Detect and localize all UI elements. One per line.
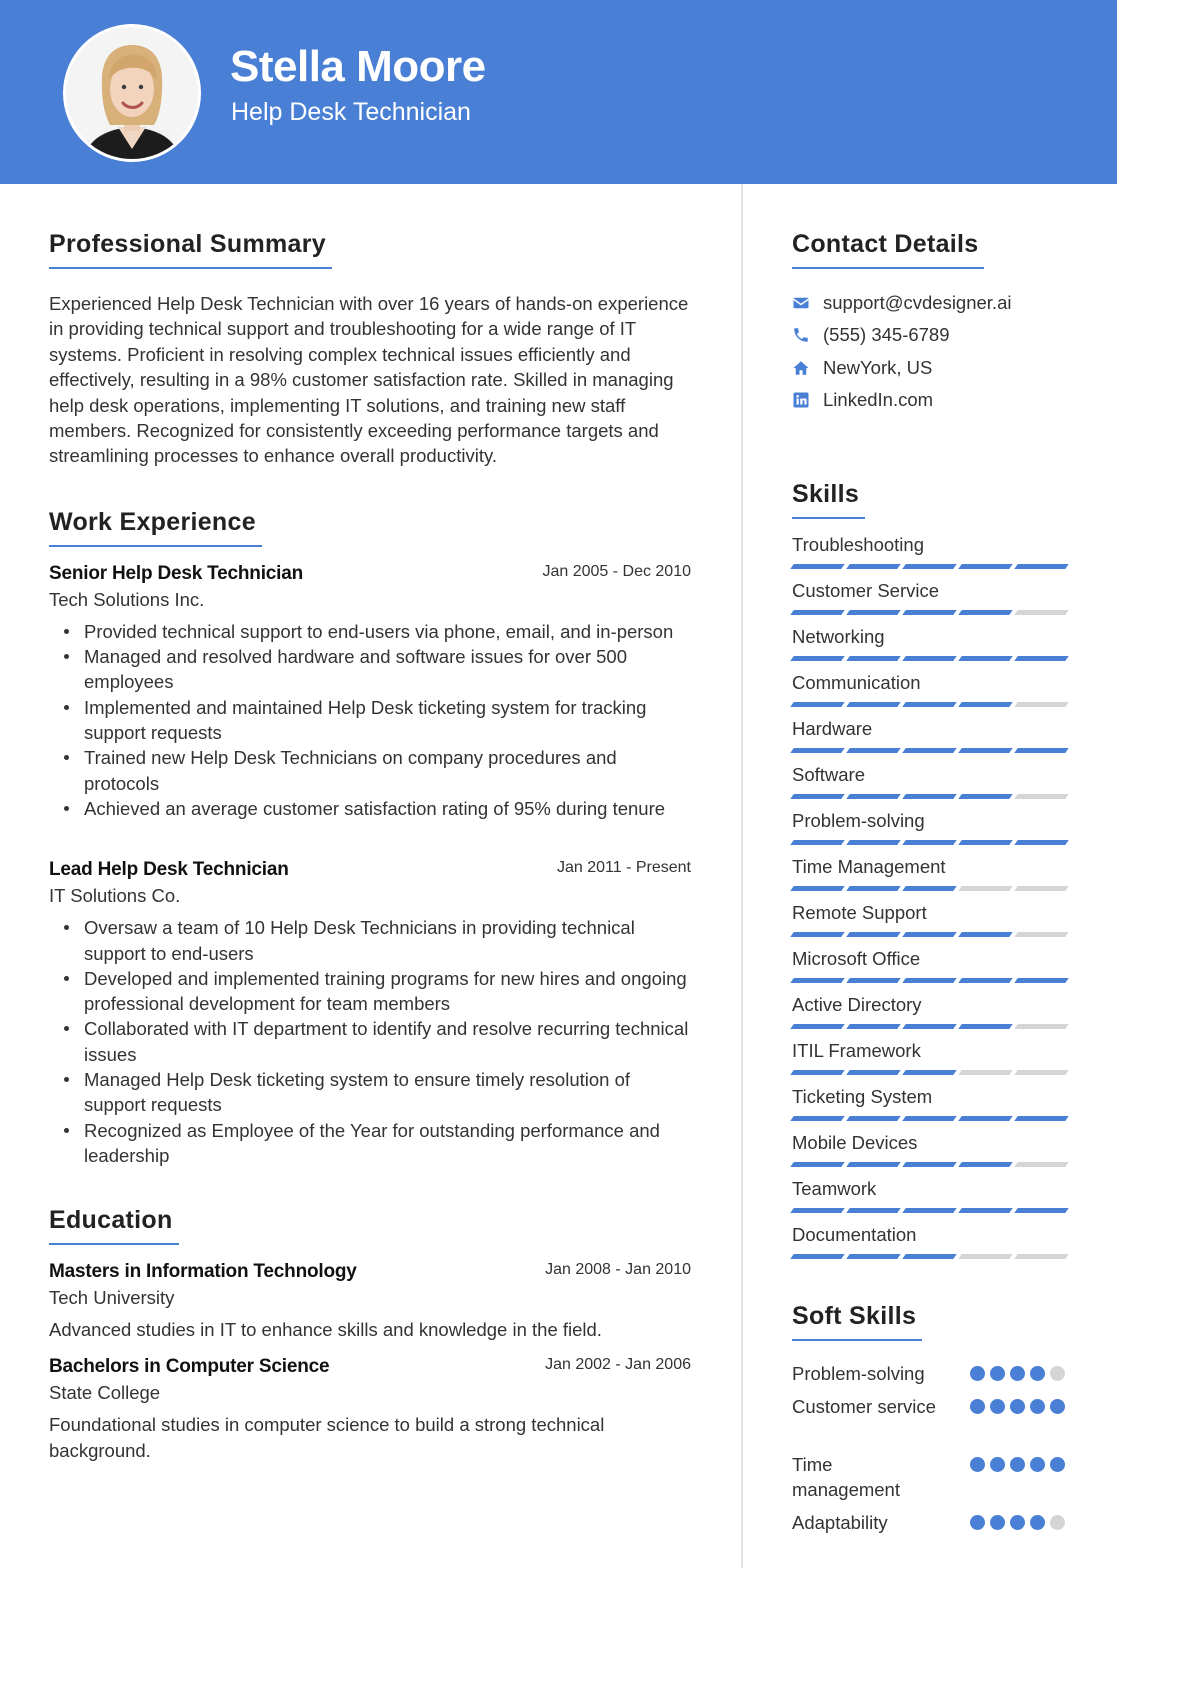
skill-level-segment-filled [790,1254,845,1259]
skill-level-segment-filled [846,610,901,615]
skill-item [792,1178,1072,1224]
skill-item [792,672,1072,718]
skill-item [792,534,1072,580]
education-entry [49,1356,694,1463]
skill-level-segment-empty [1014,794,1069,799]
skill-level-bar [792,1162,1072,1167]
contact-email[interactable] [792,287,1072,319]
job-title: Lead Help Desk Technician [49,859,289,881]
soft-skill-name: Adaptability [792,1512,888,1534]
phone-text: (555) 345-6789 [823,324,950,346]
soft-skill-rating [970,1399,1065,1414]
rating-dot-empty [1050,1515,1065,1530]
skill-level-segment-filled [790,978,845,983]
skill-level-segment-empty [1014,932,1069,937]
contact-section [792,230,1072,416]
location-text: NewYork, US [823,356,933,378]
candidate-title: Help Desk Technician [231,98,471,126]
professional-summary-section [49,230,694,469]
skill-level-segment-filled [846,564,901,569]
rating-dot-filled [1010,1457,1025,1472]
rating-dot-filled [1050,1457,1065,1472]
school-name: State College [49,1382,161,1404]
skill-level-segment-filled [958,702,1013,707]
skill-level-bar [792,1116,1072,1121]
skill-level-segment-empty [1014,610,1069,615]
skill-level-bar [792,610,1072,615]
rating-dot-filled [970,1399,985,1414]
soft-skill-name: Problem-solving [792,1363,925,1385]
rating-dot-filled [1030,1366,1045,1381]
skill-level-segment-filled [846,1116,901,1121]
soft-skills-section [792,1302,1072,1535]
skill-item [792,764,1072,810]
skill-level-segment-empty [958,886,1013,891]
soft-skill-item [792,1394,1072,1419]
skill-level-bar [792,932,1072,937]
skill-level-segment-filled [790,932,845,937]
skill-item [792,1224,1072,1270]
section-heading: Work Experience [49,508,262,547]
soft-skills-list [792,1361,1072,1535]
skill-level-segment-empty [1014,1162,1069,1167]
skill-level-segment-filled [902,978,957,983]
skill-level-segment-filled [958,978,1013,983]
skill-level-bar [792,1024,1072,1029]
skill-level-bar [792,656,1072,661]
skill-name: ITIL Framework [792,1040,921,1062]
skills-list [792,534,1072,1270]
job-bullet: Collaborated with IT department to identify and resolve recurring technical issues [49,1016,694,1067]
section-heading: Soft Skills [792,1302,922,1341]
skill-item [792,718,1072,764]
main-column [49,230,694,1463]
job-bullet: Provided technical support to end-users via phone, email, and in-person [49,619,694,644]
skill-name: Networking [792,626,885,648]
soft-skill-name: Time management [792,1454,900,1501]
skill-level-segment-filled [958,1162,1013,1167]
skill-level-segment-filled [1014,840,1069,845]
skill-name: Software [792,764,866,786]
skill-level-segment-filled [958,840,1013,845]
job-bullet: Implemented and maintained Help Desk ticketing system for tracking support requests [49,695,694,746]
skill-item [792,948,1072,994]
skill-level-segment-filled [902,564,957,569]
job-bullet: Recognized as Employee of the Year for outstanding performance and leadership [49,1118,694,1169]
skill-level-bar [792,978,1072,983]
skill-level-segment-filled [902,702,957,707]
skill-level-segment-filled [790,656,845,661]
skill-level-segment-filled [846,886,901,891]
rating-dot-filled [1030,1515,1045,1530]
job-bullet: Developed and implemented training programs for new hires and ongoing professional development for team members [49,966,694,1017]
email-text: support@cvdesigner.ai [823,292,1012,314]
skill-level-segment-filled [958,1024,1013,1029]
summary-text: Experienced Help Desk Technician with over 16 years of hands-on experience in providing technical support and troubleshooting for a wide range of IT systems. Proficient in resolving complex technical issues efficiently and effectively, resulting in a 98% customer satisfaction rate. Skilled in managing help desk operations, implementing IT solutions, and training new staff members. Recognized for consistently exceeding performance targets and streamlining processes to enhance overall productivity. [49,293,689,467]
skill-level-segment-filled [958,564,1013,569]
rating-dot-filled [990,1399,1005,1414]
skill-level-segment-filled [790,886,845,891]
skill-level-segment-filled [958,932,1013,937]
skill-level-segment-filled [958,656,1013,661]
skill-name: Mobile Devices [792,1132,918,1154]
rating-dot-filled [970,1457,985,1472]
skill-item [792,626,1072,672]
skill-level-bar [792,1254,1072,1259]
job-bullet: Trained new Help Desk Technicians on company procedures and protocols [49,745,694,796]
section-heading: Professional Summary [49,230,332,269]
skill-level-bar [792,702,1072,707]
contact-phone[interactable] [792,319,1072,351]
skill-level-bar [792,840,1072,845]
skill-level-segment-filled [846,1254,901,1259]
job-bullet: Oversaw a team of 10 Help Desk Technicians in providing technical support to end-users [49,915,694,966]
skill-level-bar [792,886,1072,891]
rating-dot-filled [970,1366,985,1381]
skill-item [792,902,1072,948]
skill-level-segment-empty [958,1070,1013,1075]
job-company: Tech Solutions Inc. [49,588,205,610]
candidate-name: Stella Moore [230,42,486,91]
skill-level-segment-filled [846,978,901,983]
skill-level-segment-filled [790,1162,845,1167]
skill-item [792,810,1072,856]
soft-skill-item [792,1361,1072,1386]
skill-level-segment-filled [790,794,845,799]
skill-level-segment-filled [958,1208,1013,1213]
skill-level-segment-filled [1014,656,1069,661]
rating-dot-filled [1030,1457,1045,1472]
skill-level-segment-filled [902,1024,957,1029]
skill-level-segment-filled [790,1116,845,1121]
job-date: Jan 2005 - Dec 2010 [542,562,691,580]
column-divider [741,184,743,1568]
job-bullets [49,915,694,1168]
skill-name: Active Directory [792,994,922,1016]
skill-name: Problem-solving [792,810,925,832]
skill-item [792,994,1072,1040]
rating-dot-empty [1050,1366,1065,1381]
skill-level-segment-filled [790,610,845,615]
rating-dot-filled [1050,1399,1065,1414]
skill-name: Ticketing System [792,1086,933,1108]
skill-level-bar [792,564,1072,569]
skill-name: Communication [792,672,921,694]
rating-dot-filled [990,1515,1005,1530]
skill-level-segment-filled [902,794,957,799]
skill-level-segment-filled [790,1208,845,1213]
rating-dot-filled [1010,1366,1025,1381]
section-heading: Education [49,1206,179,1245]
skill-level-segment-filled [846,840,901,845]
education-section [49,1206,694,1463]
skill-level-segment-filled [846,794,901,799]
skill-level-segment-filled [1014,978,1069,983]
linkedin-text: LinkedIn.com [823,389,934,411]
skill-item [792,856,1072,902]
skill-level-segment-filled [958,610,1013,615]
skill-level-segment-filled [790,564,845,569]
skill-level-segment-filled [902,1208,957,1213]
skill-level-segment-filled [902,1254,957,1259]
rating-dot-filled [970,1515,985,1530]
contact-linkedin[interactable] [792,384,1072,416]
job-entry [49,563,694,821]
skill-name: Hardware [792,718,873,740]
skill-level-segment-empty [1014,702,1069,707]
skill-item [792,1040,1072,1086]
skill-item [792,1132,1072,1178]
envelope-icon [792,294,823,312]
skill-level-segment-filled [790,840,845,845]
skill-item [792,580,1072,626]
skill-level-segment-filled [790,1024,845,1029]
job-date: Jan 2011 - Present [556,859,691,877]
soft-skill-name: Customer service [792,1396,936,1418]
skill-name: Remote Support [792,902,927,924]
education-date: Jan 2002 - Jan 2006 [545,1356,691,1374]
skill-level-segment-empty [1014,1254,1069,1259]
education-description: Foundational studies in computer science to build a strong technical background. [49,1414,605,1461]
soft-skill-item [792,1510,1072,1535]
skill-level-segment-empty [958,1254,1013,1259]
rating-dot-filled [1010,1515,1025,1530]
skill-level-segment-filled [846,1024,901,1029]
skill-level-segment-filled [902,932,957,937]
job-company: IT Solutions Co. [49,885,181,907]
skill-level-segment-filled [902,748,957,753]
skill-level-segment-filled [902,1070,957,1075]
skill-level-segment-filled [790,702,845,707]
job-bullet: Managed Help Desk ticketing system to ensure timely resolution of support requests [49,1067,694,1118]
skill-level-bar [792,748,1072,753]
skill-name: Time Management [792,856,946,878]
section-heading: Skills [792,480,865,519]
soft-skill-rating [970,1366,1065,1381]
resume-header [0,0,1117,184]
skill-level-segment-filled [1014,1208,1069,1213]
skill-level-segment-filled [846,1208,901,1213]
skill-level-segment-filled [846,1070,901,1075]
job-bullets [49,619,694,821]
profile-photo [63,24,201,162]
skill-level-bar [792,1208,1072,1213]
skill-level-segment-filled [902,886,957,891]
skill-name: Teamwork [792,1178,877,1200]
skill-level-segment-filled [1014,748,1069,753]
skill-name: Customer Service [792,580,940,602]
job-bullet: Achieved an average customer satisfaction rating of 95% during tenure [49,796,694,821]
rating-dot-filled [990,1457,1005,1472]
phone-icon [792,326,823,344]
skill-level-segment-empty [1014,1024,1069,1029]
linkedin-icon [792,391,823,409]
skill-level-segment-filled [902,840,957,845]
work-experience-section [49,508,694,1168]
skill-level-segment-filled [958,794,1013,799]
degree-title: Masters in Information Technology [49,1261,357,1283]
skill-level-segment-empty [1014,886,1069,891]
education-description: Advanced studies in IT to enhance skills and knowledge in the field. [49,1319,602,1341]
skill-level-bar [792,794,1072,799]
section-heading: Contact Details [792,230,984,269]
profile-photo-image [66,27,198,159]
skill-level-segment-filled [846,748,901,753]
soft-skill-rating [970,1515,1065,1530]
skill-level-segment-empty [1014,1070,1069,1075]
soft-skill-rating [970,1457,1065,1472]
rating-dot-filled [1030,1399,1045,1414]
skill-level-segment-filled [902,1116,957,1121]
skill-level-segment-filled [902,610,957,615]
sidebar-column [792,230,1072,1535]
job-title: Senior Help Desk Technician [49,562,303,584]
skill-name: Microsoft Office [792,948,921,970]
education-date: Jan 2008 - Jan 2010 [545,1261,691,1279]
skill-name: Troubleshooting [792,534,924,556]
skill-level-segment-filled [958,748,1013,753]
skills-section [792,480,1072,1270]
skill-item [792,1086,1072,1132]
skill-level-segment-filled [846,1162,901,1167]
skill-level-segment-filled [902,1162,957,1167]
soft-skill-item [792,1452,1072,1502]
contact-location [792,352,1072,384]
skill-level-segment-filled [958,1116,1013,1121]
skill-level-segment-filled [790,1070,845,1075]
rating-dot-filled [1010,1399,1025,1414]
skill-level-segment-filled [902,656,957,661]
home-icon [792,359,823,377]
school-name: Tech University [49,1287,175,1309]
degree-title: Bachelors in Computer Science [49,1356,330,1378]
education-entry [49,1261,694,1342]
job-bullet: Managed and resolved hardware and software issues for over 500 employees [49,644,694,695]
skill-level-segment-filled [846,702,901,707]
rating-dot-filled [990,1366,1005,1381]
job-entry [49,859,694,1168]
skill-level-segment-filled [1014,564,1069,569]
skill-level-bar [792,1070,1072,1075]
skill-level-segment-filled [790,748,845,753]
skill-level-segment-filled [1014,1116,1069,1121]
skill-level-segment-filled [846,932,901,937]
skill-name: Documentation [792,1224,917,1246]
skill-level-segment-filled [846,656,901,661]
